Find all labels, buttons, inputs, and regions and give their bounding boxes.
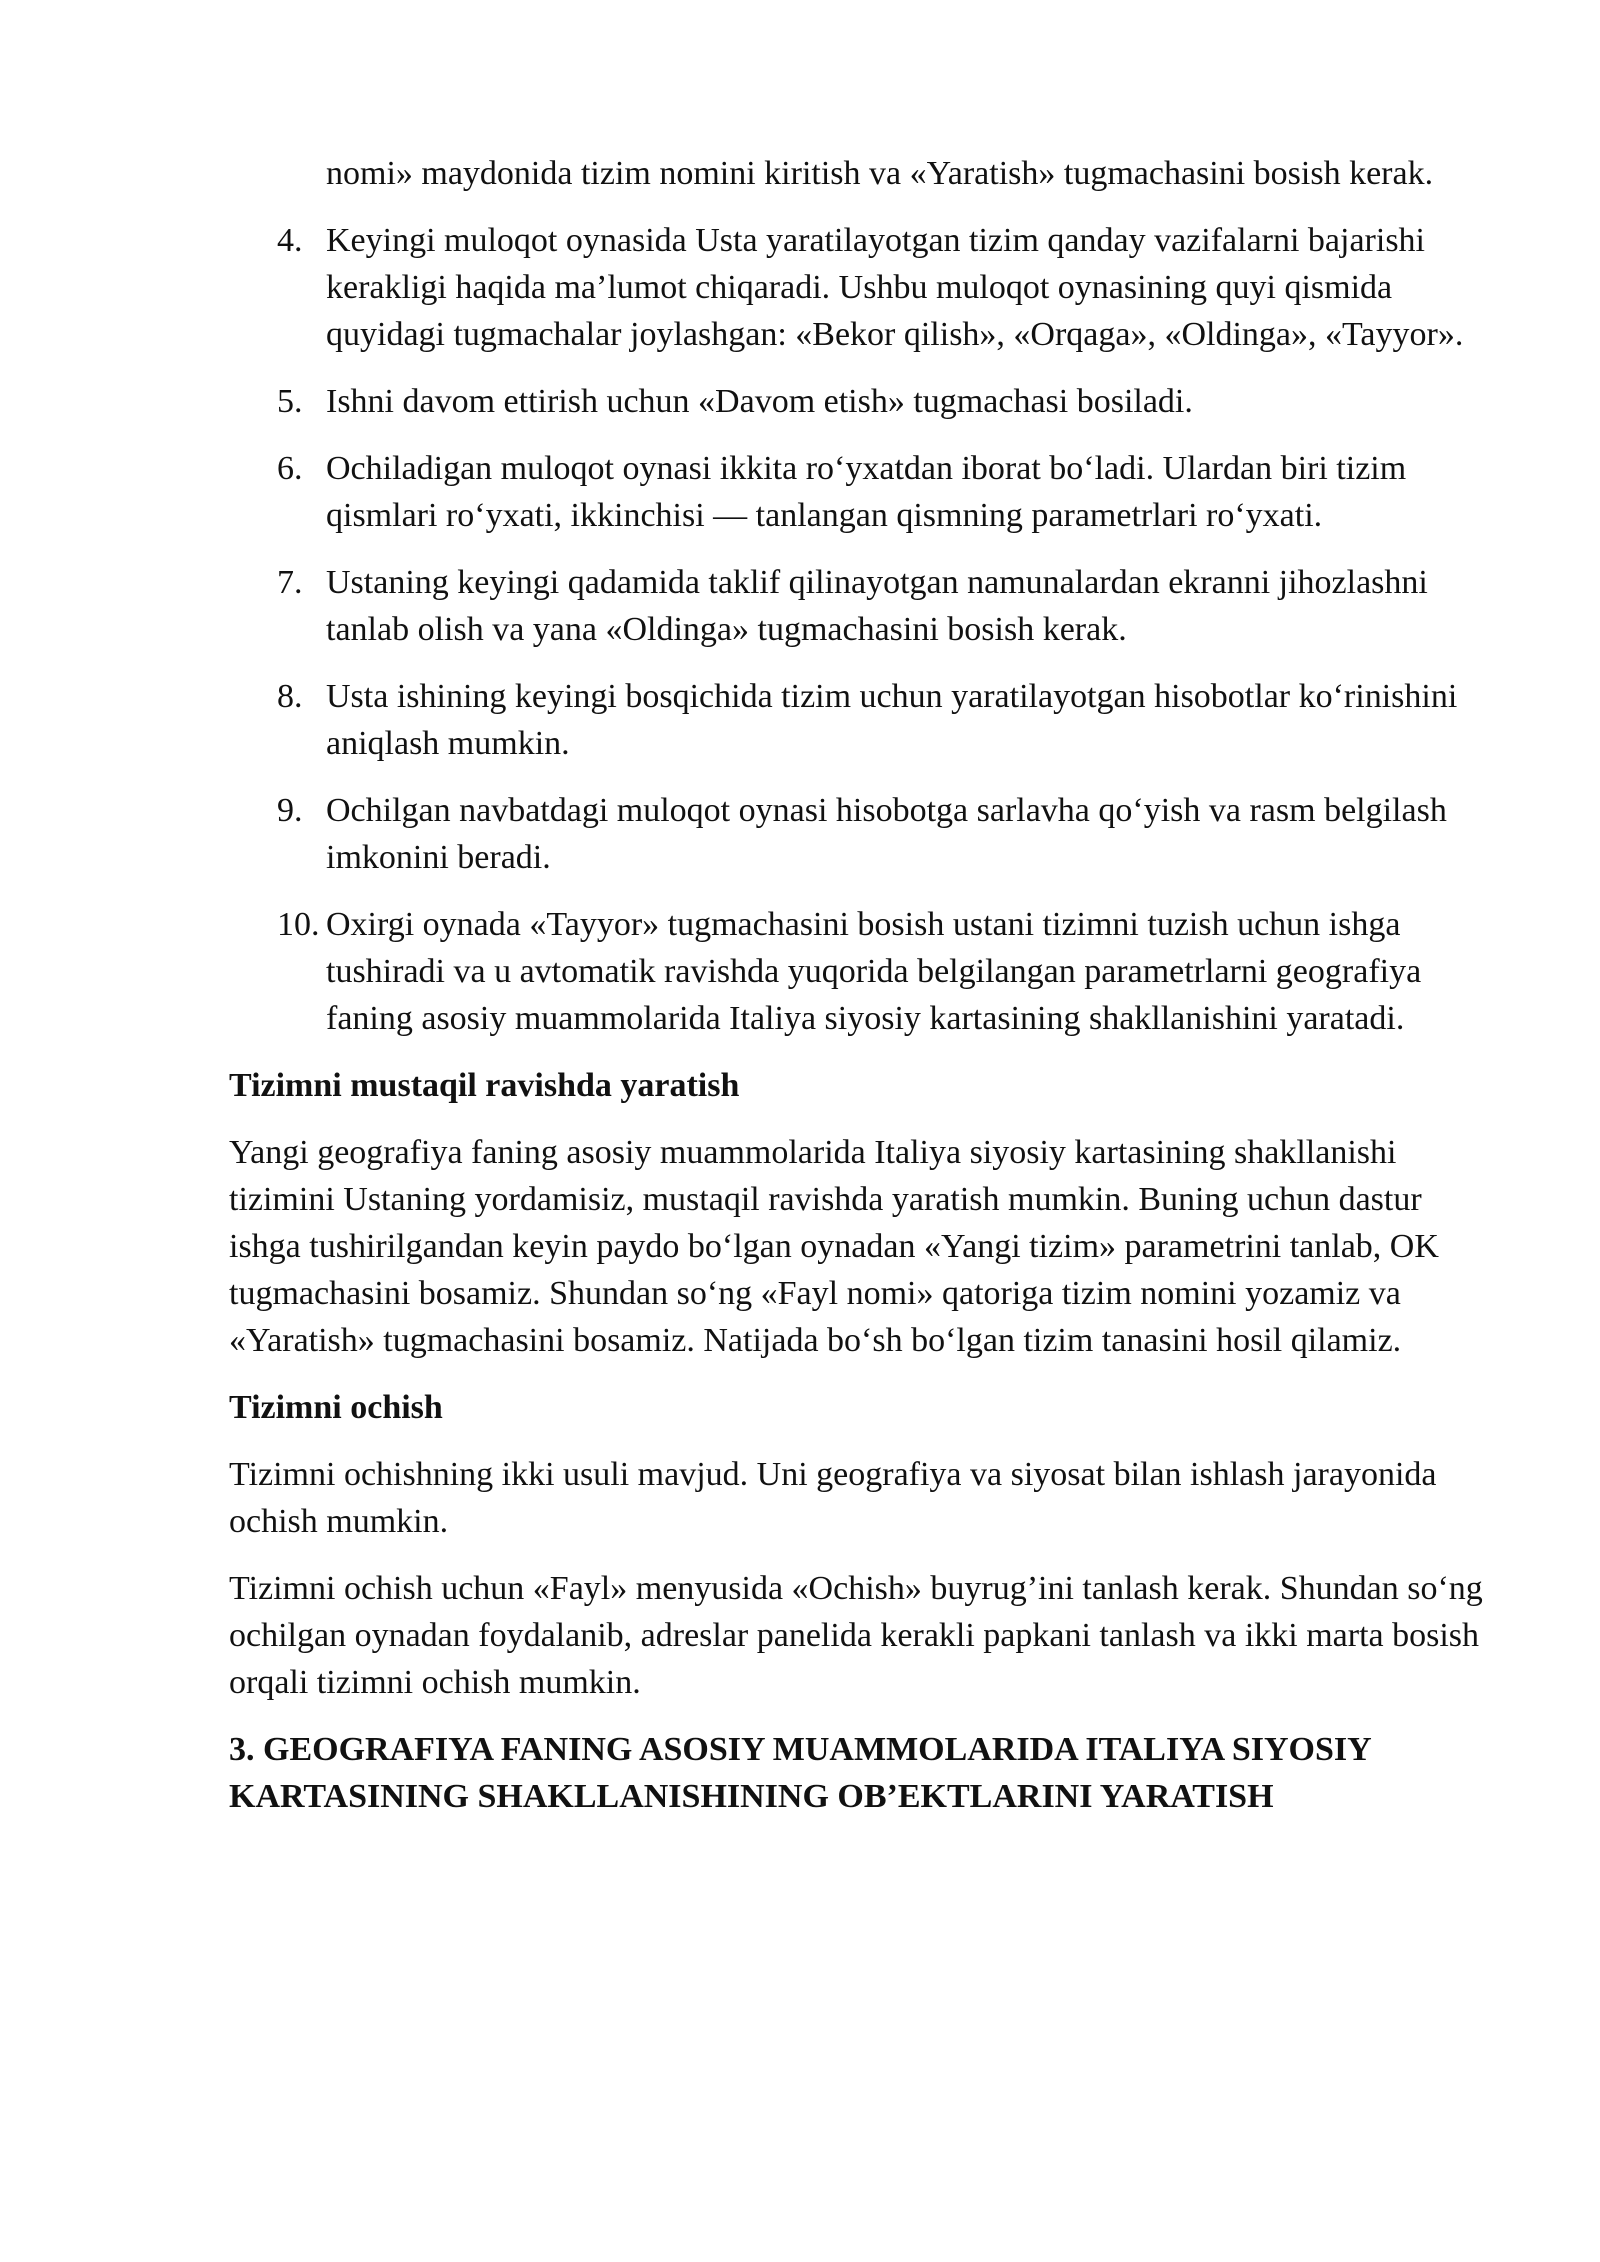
list-item-text: Ochiladigan muloqot oynasi ikkita ro‘yxatdan iborat bo‘ladi. Ulardan biri tizim qismlari ro‘yxati, ikkinchisi — tanlangan qismning parametrlari ro‘yxati. [326,450,1407,534]
list-item-number: 6. [277,450,303,487]
list-item-text: Ishni davom ettirish uchun «Davom etish» tugmachasi bosiladi. [326,383,1193,420]
list-item-text: Ochilgan navbatdagi muloqot oynasi hisobotga sarlavha qo‘yish va rasm belgilash imkonini beradi. [326,792,1447,876]
section-paragraph: Tizimni ochishning ikki usuli mavjud. Uni geografiya va siyosat bilan ishlash jarayonida ochish mumkin. [229,1456,1437,1540]
list-item [229,559,1491,653]
list-item-number: 4. [277,222,303,259]
list-item-number: 5. [277,383,303,420]
list-item-number: 9. [277,792,303,829]
list-item-text: Ustaning keyingi qadamida taklif qilinayotgan namunalardan ekranni jihozlashni tanlab olish va yana «Oldinga» tugmachasini bosish kerak. [326,564,1428,648]
list-item-continuation [229,150,1491,197]
section-heading-open: Tizimni ochish [229,1389,443,1426]
list-item-text: Keyingi muloqot oynasida Usta yaratilayotgan tizim qanday vazifalarni bajarishi kerakligi haqida ma’lumot chiqaradi. Ushbu muloqot oynasining quyi qismida quyidagi tugmachalar joylashgan: «Bekor qilish», «Orqaga», «Oldinga», «Tayyor». [326,222,1464,353]
list-item-text: Usta ishining keyingi bosqichida tizim uchun yaratilayotgan hisobotlar ko‘rinishini aniqlash mumkin. [326,678,1458,762]
list-item-number: 10. [277,906,320,943]
section-paragraph: Yangi geografiya faning asosiy muammolarida Italiya siyosiy kartasining shakllanishi tizimini Ustaning yordamisiz, mustaqil ravishda yaratish mumkin. Buning uchun dastur ishga tushirilgandan keyin paydo bo‘lgan oynadan «Yangi tizim» parametrini tanlab, OK tugmachasini bosamiz. Shundan so‘ng «Fayl nomi» qatoriga tizim nomini yozamiz va «Yaratish» tugmachasini bosamiz. Natijada bo‘sh bo‘lgan tizim tanasini hosil qilamiz. [229,1134,1439,1359]
list-item-text: Oxirgi oynada «Tayyor» tugmachasini bosish ustani tizimni tuzish uchun ishga tushiradi va u avtomatik ravishda yuqorida belgilangan parametrlarni geografiya faning asosiy muammolarida Italiya siyosiy kartasining shakllanishini yaratadi. [326,906,1422,1037]
list-item-number: 7. [277,564,303,601]
section-heading-create: Tizimni mustaqil ravishda yaratish [229,1067,740,1104]
list-item-text: nomi» maydonida tizim nomini kiritish va «Yaratish» tugmachasini bosish kerak. [326,155,1434,192]
section-paragraph: Tizimni ochish uchun «Fayl» menyusida «Ochish» buyrug’ini tanlash kerak. Shundan so‘ng ochilgan oynadan foydalanib, adreslar panelida kerakli papkani tanlash va ikki marta bosish orqali tizimni ochish mumkin. [229,1570,1483,1701]
list-item [229,378,1491,425]
list-item-number: 8. [277,678,303,715]
list-item [229,445,1491,539]
list-item [229,787,1491,881]
list-item [229,673,1491,767]
list-item [229,901,1491,1042]
document-page [229,150,1491,1820]
chapter-title: 3. GEOGRAFIYA FANING ASOSIY MUAMMOLARIDA ITALIYA SIYOSIY KARTASINING SHAKLLANISHINING OB’EKTLARINI YARATISH [229,1731,1371,1815]
list-item [229,217,1491,358]
